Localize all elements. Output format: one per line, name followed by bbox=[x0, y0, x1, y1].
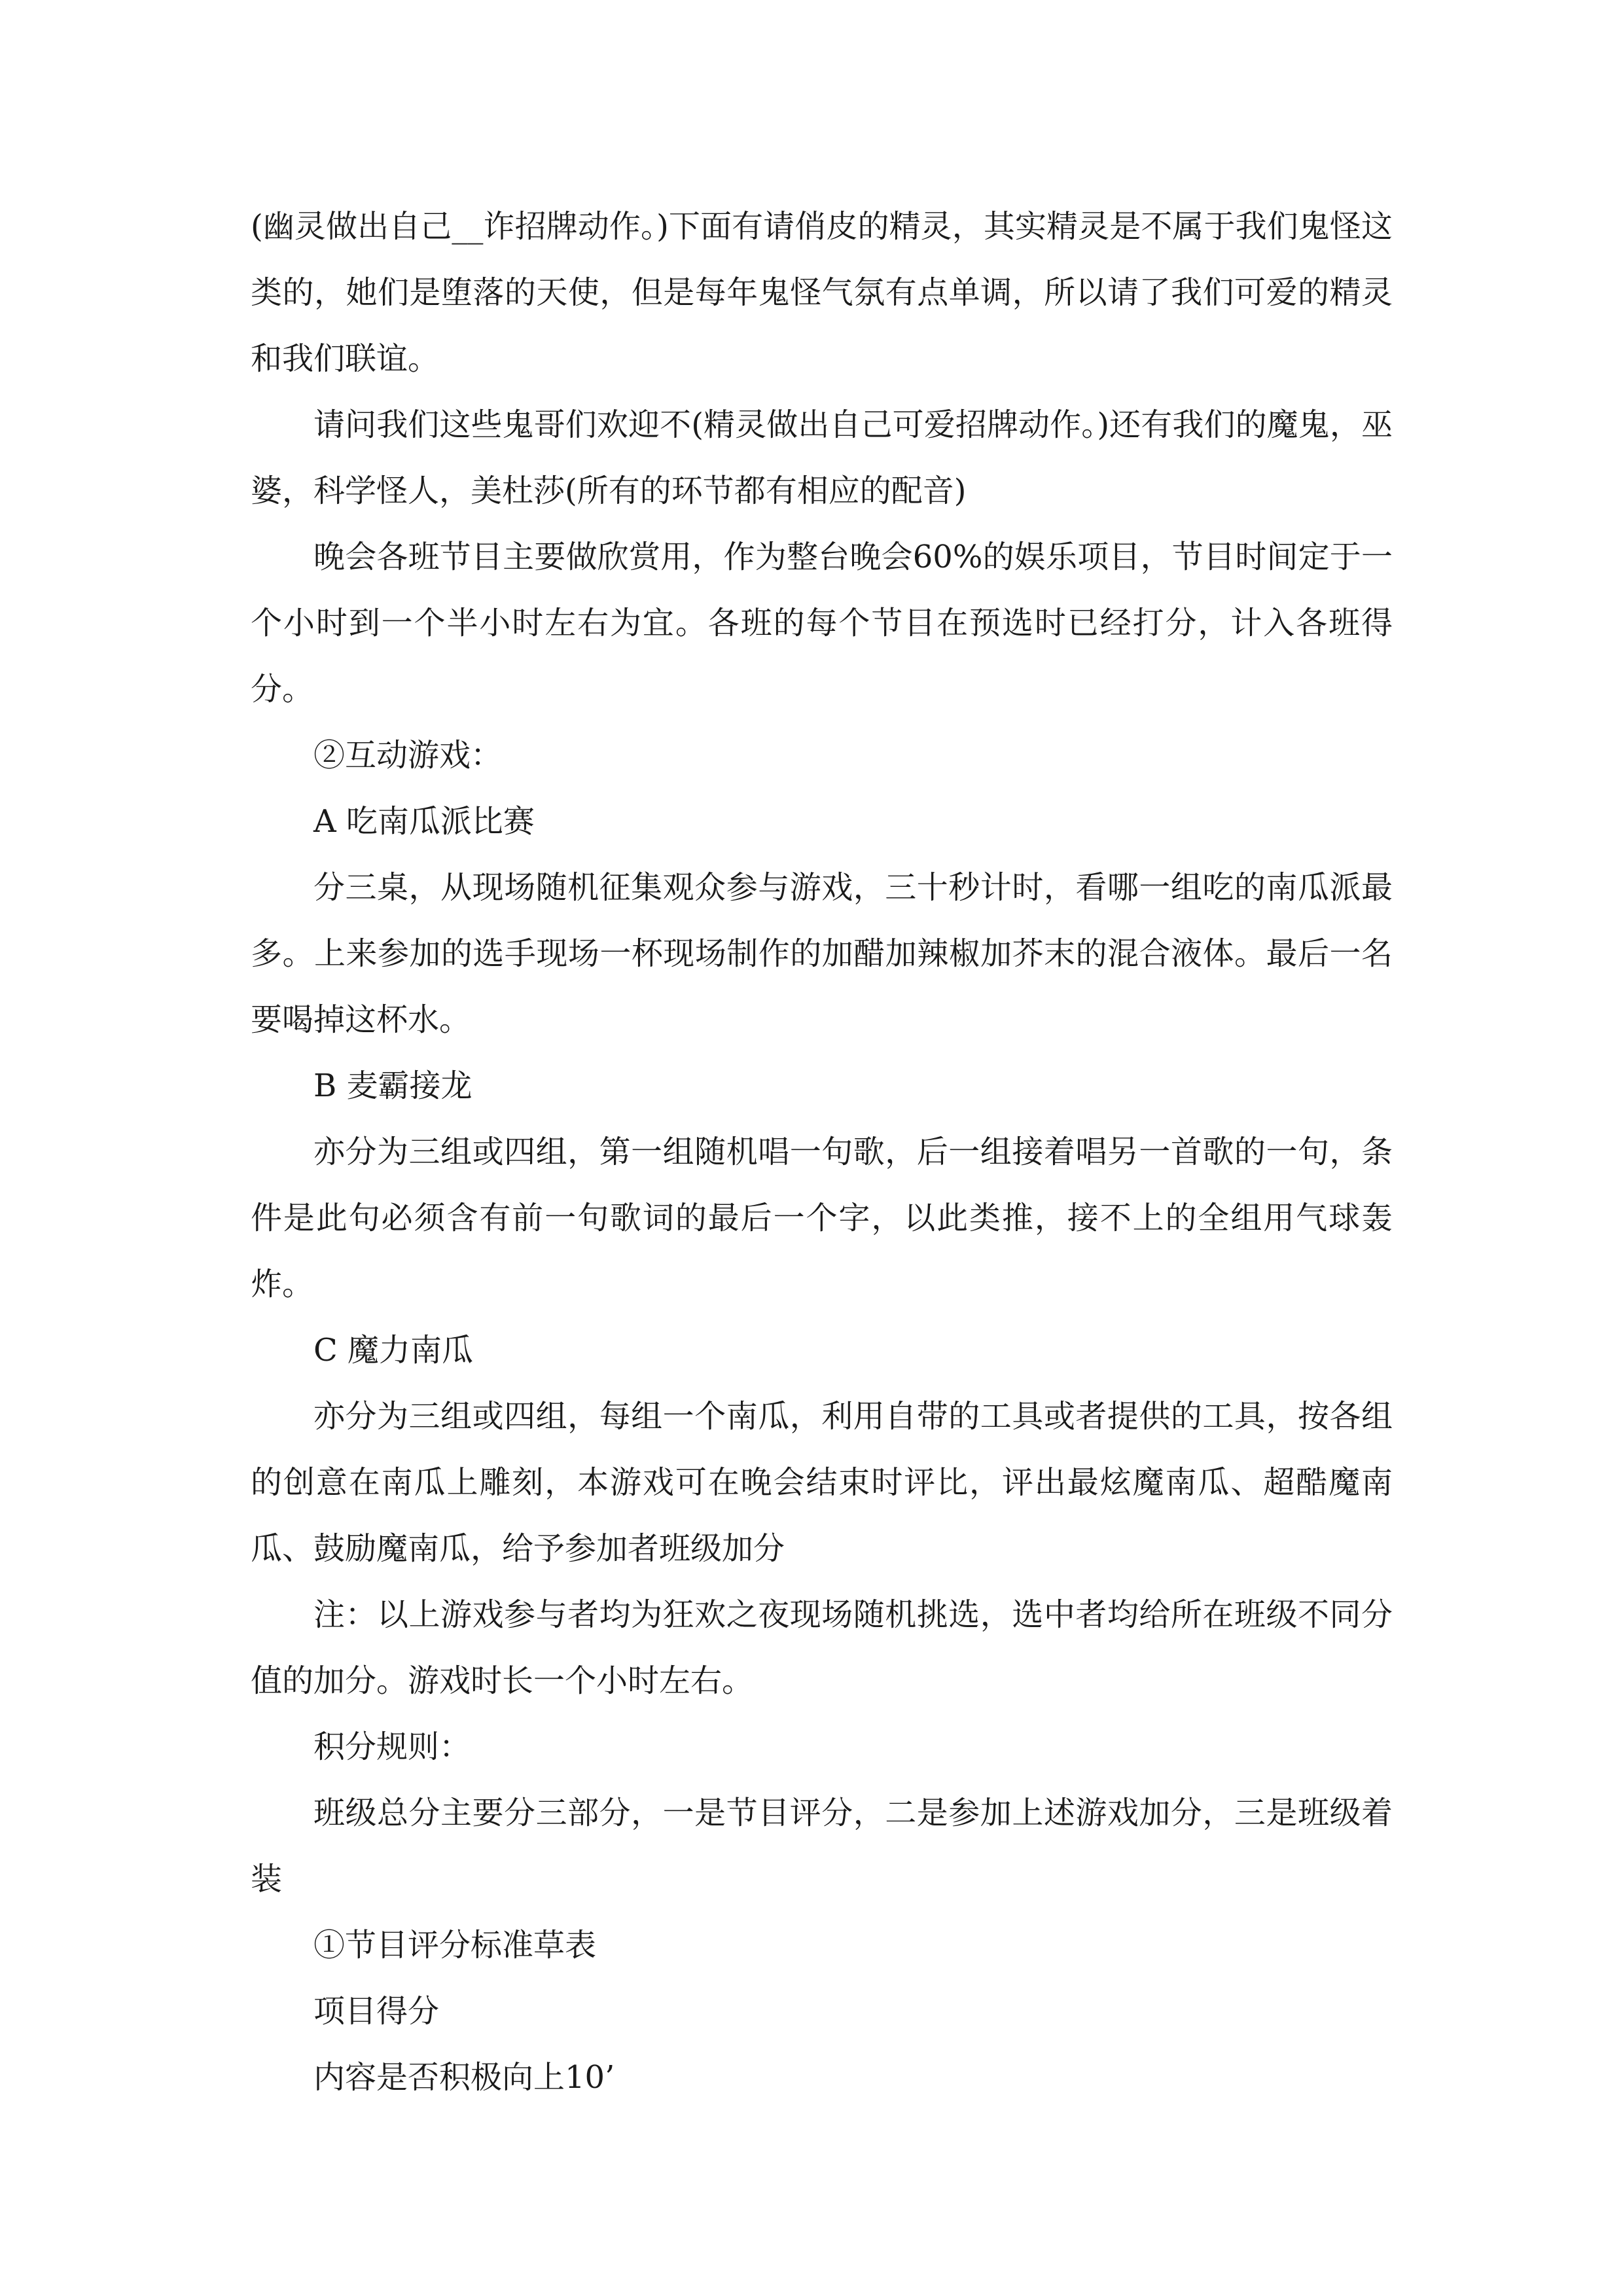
table-header-item-score: 项目得分 bbox=[313, 1993, 440, 2030]
section-heading-scoring-rules: 积分规则： bbox=[313, 1729, 471, 1765]
scoring-item-content: 内容是否积极向上10’ bbox=[313, 2059, 615, 2096]
paragraph-song-relay-rules: 亦分为三组或四组，第一组随机唱一句歌，后一组接着唱另一首歌的一句，条件是此句必须含有前一句歌词的最后一个字，以此类推，接不上的全组用气球轰炸。 bbox=[251, 1134, 1393, 1302]
paragraph-magic-pumpkin-rules: 亦分为三组或四组，每组一个南瓜，利用自带的工具或者提供的工具，按各组的创意在南瓜上雕刻，本游戏可在晚会结束时评比，评出最炫魔南瓜、超酷魔南瓜、鼓励魔南瓜，给予参加者班级加分 bbox=[251, 1398, 1393, 1567]
section-heading-scoring-table: ①节目评分标准草表 bbox=[313, 1927, 597, 1964]
game-heading-pumpkin-pie: A 吃南瓜派比赛 bbox=[313, 803, 535, 840]
paragraph-ghost-intro: (幽灵做出自己__诈招牌动作。)下面有请俏皮的精灵，其实精灵是不属于我们鬼怪这类的，她们是堕落的天使，但是每年鬼怪气氛有点单调，所以请了我们可爱的精灵和我们联谊。 bbox=[251, 208, 1393, 377]
game-heading-magic-pumpkin: C 魔力南瓜 bbox=[313, 1332, 473, 1369]
paragraph-scoring-overview: 班级总分主要分三部分，一是节目评分，二是参加上述游戏加分，三是班级着装 bbox=[251, 1795, 1393, 1897]
paragraph-note: 注：以上游戏参与者均为狂欢之夜现场随机挑选，选中者均给所在班级不同分值的加分。游戏时长一个小时左右。 bbox=[251, 1596, 1393, 1699]
game-heading-song-relay: B 麦霸接龙 bbox=[313, 1067, 473, 1104]
paragraph-welcome: 请问我们这些鬼哥们欢迎不(精灵做出自己可爱招牌动作。)还有我们的魔鬼，巫婆，科学怪人，美杜莎(所有的环节都有相应的配音) bbox=[251, 406, 1393, 509]
paragraph-class-programs: 晚会各班节目主要做欣赏用，作为整台晚会60%的娱乐项目，节目时间定于一个小时到一个半小时左右为宜。各班的每个节目在预选时已经打分，计入各班得分。 bbox=[251, 539, 1393, 708]
section-heading-interactive-games: ②互动游戏： bbox=[313, 737, 503, 774]
paragraph-pumpkin-pie-rules: 分三桌，从现场随机征集观众参与游戏，三十秒计时，看哪一组吃的南瓜派最多。上来参加的选手现场一杯现场制作的加醋加辣椒加芥末的混合液体。最后一名要喝掉这杯水。 bbox=[251, 869, 1393, 1038]
document-body bbox=[251, 194, 1393, 2111]
